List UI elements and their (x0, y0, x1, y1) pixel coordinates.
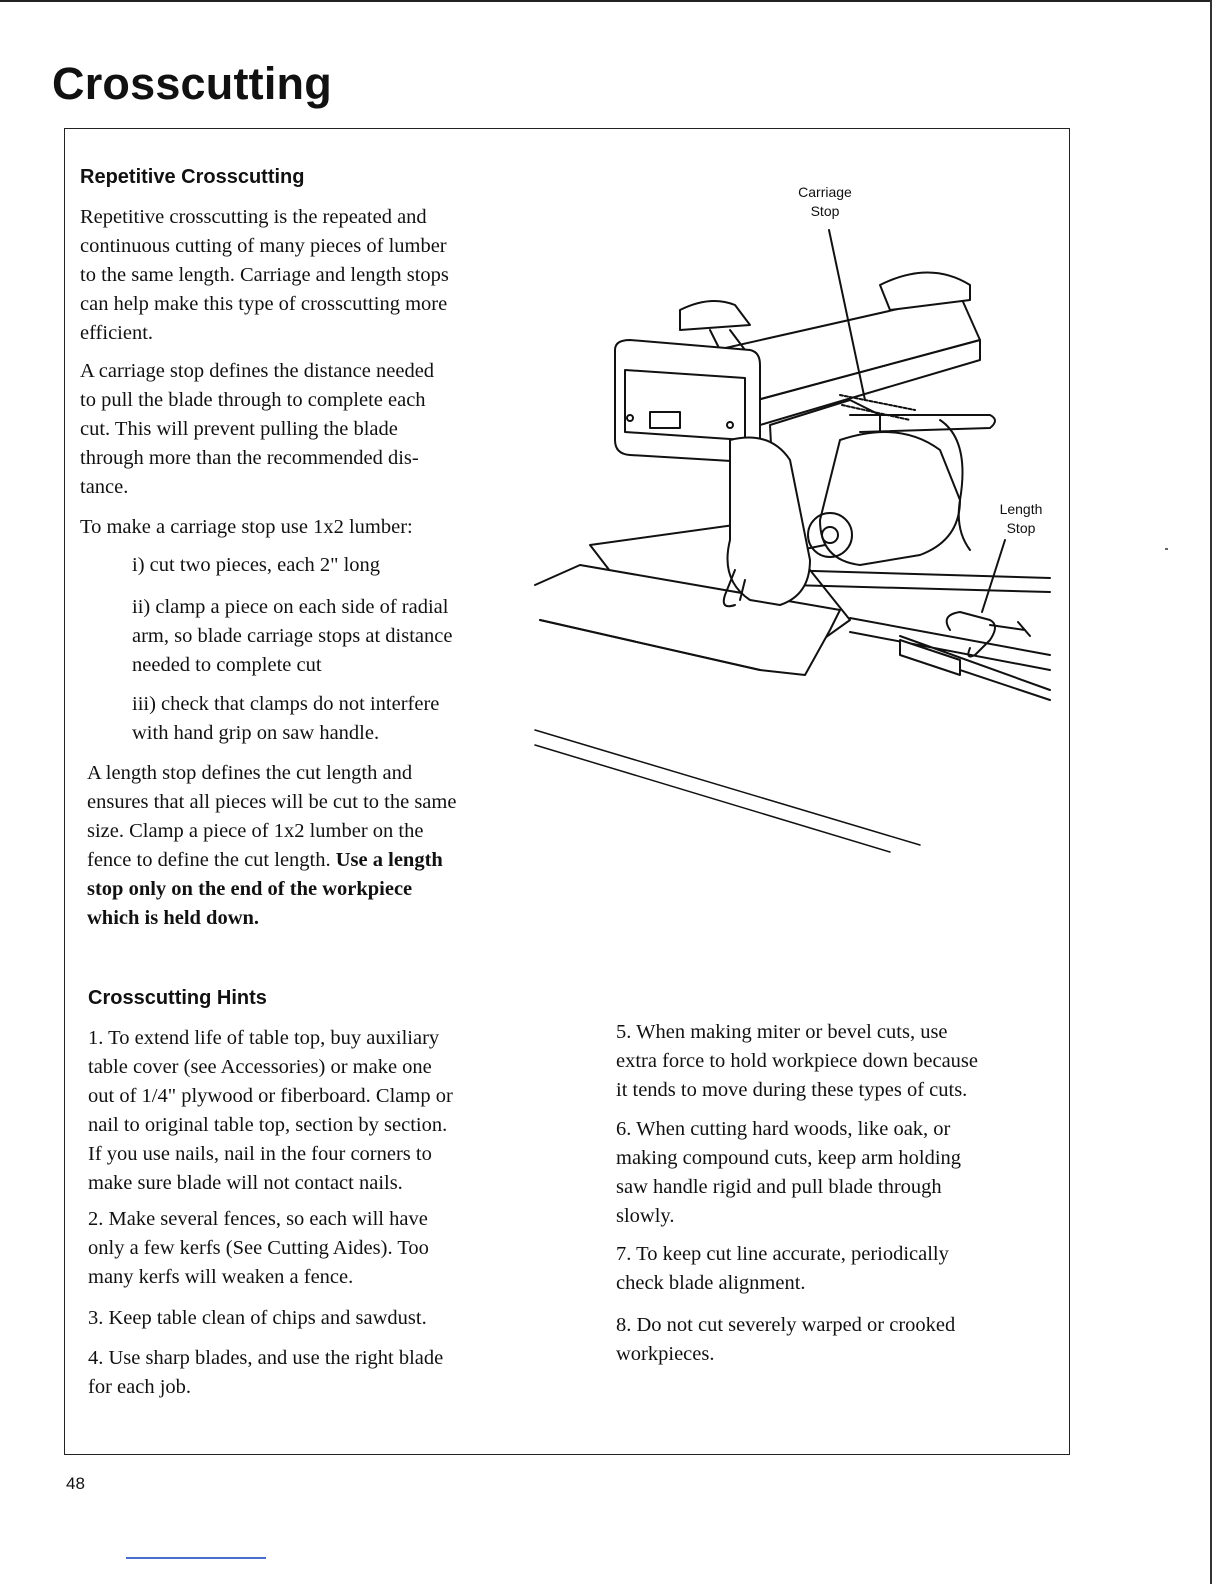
hint-item-2 (88, 1205, 429, 1292)
text-line: arm, so blade carriage stops at distance (132, 625, 453, 647)
text-line: efficient. (80, 322, 154, 344)
text-line: many kerfs will weaken a fence. (88, 1266, 354, 1288)
safety-warning-line: which is held down. (87, 907, 260, 929)
text-line: iii) check that clamps do not interfere (132, 693, 440, 715)
text-line: check blade alignment. (616, 1272, 806, 1294)
text-line: 3. Keep table clean of chips and sawdust. (88, 1307, 427, 1329)
carriage-stop-instructions-intro: To make a carriage stop use 1x2 lumber: (80, 516, 413, 538)
text-line: for each job. (88, 1376, 192, 1398)
crosscutting-hints-heading: Crosscutting Hints (88, 987, 267, 1009)
callout-line: Stop (810, 203, 840, 219)
hint-item-8 (616, 1311, 955, 1369)
text-line: saw handle rigid and pull blade through (616, 1176, 942, 1198)
safety-warning-line: stop only on the end of the workpiece (87, 878, 413, 900)
repetitive-crosscutting-heading: Repetitive Crosscutting (80, 166, 305, 188)
text-line: 2. Make several fences, so each will have (88, 1208, 428, 1230)
text-line: 1. To extend life of table top, buy auxiliary (88, 1027, 440, 1049)
text-line: only a few kerfs (See Cutting Aides). Too (88, 1237, 429, 1259)
text-line: 4. Use sharp blades, and use the right blade (88, 1347, 444, 1369)
carriage-stop-paragraph (80, 357, 434, 502)
text-line: out of 1/4" plywood or fiberboard. Clamp or (88, 1085, 453, 1107)
text-line: to the same length. Carriage and length stops (80, 264, 449, 286)
hint-item-4 (88, 1344, 443, 1402)
text-line: table cover (see Accessories) or make one (88, 1056, 432, 1078)
callout-line: Carriage (798, 184, 852, 200)
repetitive-intro-paragraph (80, 203, 449, 348)
perspective-line (535, 730, 920, 852)
text-line: continuous cutting of many pieces of lumber (80, 235, 447, 257)
text-line: slowly. (616, 1205, 675, 1227)
hint-item-7 (616, 1240, 949, 1298)
text-line: making compound cuts, keep arm holding (616, 1147, 962, 1169)
text-line: workpieces. (616, 1343, 715, 1365)
right-border-rule (1210, 0, 1212, 1584)
length-stop-paragraph (87, 759, 456, 933)
step-item (132, 690, 439, 748)
text-line: nail to original table top, section by section. (88, 1114, 448, 1136)
text-line: extra force to hold workpiece down because (616, 1050, 979, 1072)
c-clamp (947, 612, 995, 656)
motor-housing (820, 432, 960, 565)
text-line: through more than the recommended dis- (80, 447, 419, 469)
text-line: 7. To keep cut line accurate, periodically (616, 1243, 949, 1265)
text-line: 6. When cutting hard woods, like oak, or (616, 1118, 951, 1140)
bottom-link-underline (126, 1557, 266, 1559)
clamp-screw (990, 622, 1030, 636)
top-border-rule (0, 0, 1212, 2)
text-line: 8. Do not cut severely warped or crooked (616, 1314, 956, 1336)
length-stop-tail-text: fence to define the cut length. (87, 849, 331, 871)
hint-item-5 (616, 1018, 978, 1105)
text-line: with hand grip on saw handle. (132, 722, 380, 744)
callout-line: Length (999, 501, 1043, 517)
hint-item-3 (88, 1304, 427, 1333)
step-item (132, 551, 380, 580)
text-line: size. Clamp a piece of 1x2 lumber on the (87, 820, 424, 842)
hint-item-1 (88, 1024, 453, 1198)
step-item (132, 593, 452, 680)
text-line: tance. (80, 476, 129, 498)
scan-speck (1165, 548, 1168, 550)
page-title: Crosscutting (52, 58, 332, 109)
page-number: 48 (66, 1474, 85, 1493)
text-line: A length stop defines the cut length and (87, 762, 413, 784)
arm-knob (680, 301, 750, 330)
text-line: A carriage stop defines the distance needed (80, 360, 435, 382)
text-line: If you use nails, nail in the four corners to (88, 1143, 432, 1165)
text-line: make sure blade will not contact nails. (88, 1172, 403, 1194)
text-line: it tends to move during these types of cuts. (616, 1079, 968, 1101)
callout-line: Stop (1006, 520, 1036, 536)
text-line (87, 846, 456, 875)
text-line: 5. When making miter or bevel cuts, use (616, 1021, 948, 1043)
text-line: cut. This will prevent pulling the blade (80, 418, 398, 440)
text-line: ii) clamp a piece on each side of radial (132, 596, 449, 618)
text-line: to pull the blade through to complete each (80, 389, 426, 411)
text-line: Repetitive crosscutting is the repeated and (80, 206, 427, 228)
text-line: needed to complete cut (132, 654, 322, 676)
hint-item-6 (616, 1115, 961, 1231)
safety-warning-text: Use a length (335, 849, 443, 871)
radial-arm-saw-illustration (520, 200, 1060, 860)
length-stop-clamp (900, 640, 960, 675)
text-line: can help make this type of crosscutting more (80, 293, 448, 315)
text-line: i) cut two pieces, each 2" long (132, 554, 381, 576)
text-line: ensures that all pieces will be cut to the same (87, 791, 457, 813)
